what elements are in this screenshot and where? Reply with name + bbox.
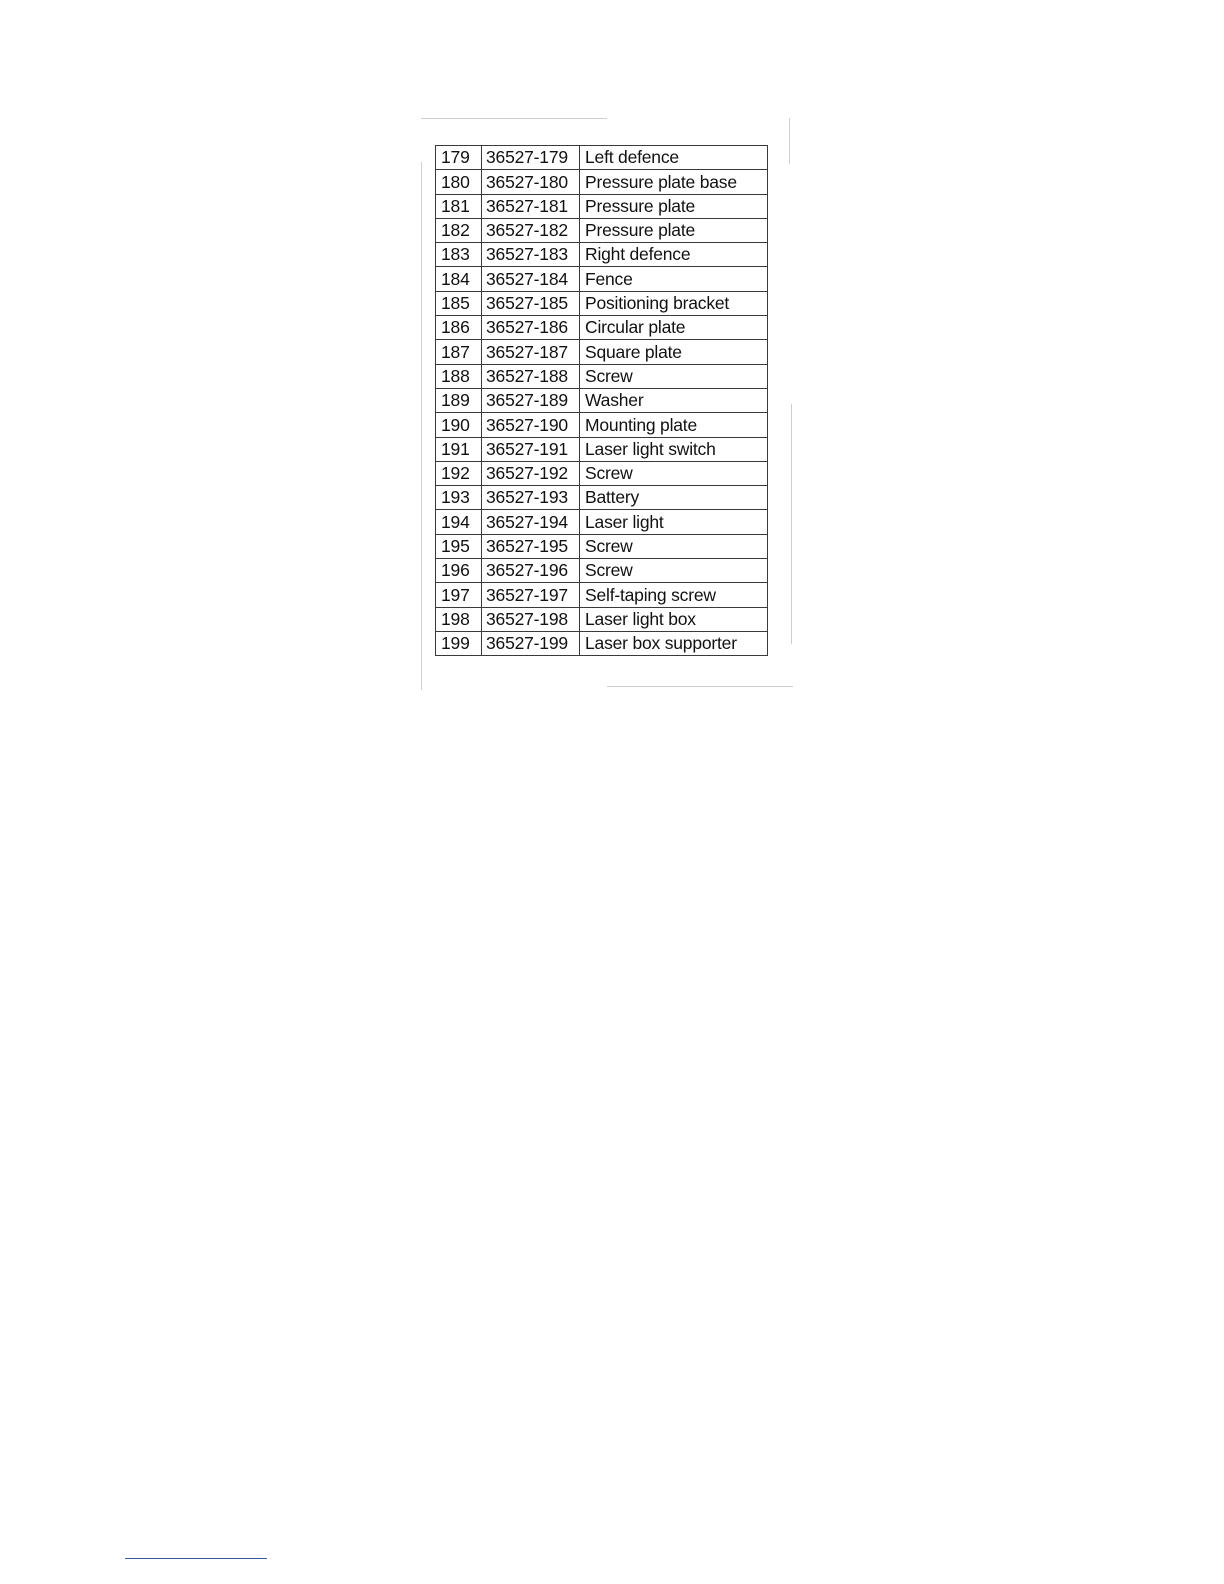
part-number-cell: 36527-179 — [482, 146, 580, 170]
table-row — [436, 243, 768, 267]
part-no-cell: 194 — [436, 510, 482, 534]
table-row — [436, 194, 768, 218]
part-number-cell: 36527-190 — [482, 413, 580, 437]
part-no-cell: 197 — [436, 583, 482, 607]
part-number-cell: 36527-198 — [482, 607, 580, 631]
part-number-cell: 36527-186 — [482, 316, 580, 340]
part-no-cell: 179 — [436, 146, 482, 170]
part-number-cell: 36527-197 — [482, 583, 580, 607]
part-no-cell: 184 — [436, 267, 482, 291]
description-cell: Pressure plate — [580, 194, 768, 218]
part-no-cell: 181 — [436, 194, 482, 218]
table-row — [436, 146, 768, 170]
footnote-separator — [125, 1558, 267, 1559]
description-cell: Left defence — [580, 146, 768, 170]
description-cell: Washer — [580, 388, 768, 412]
scan-edge — [421, 118, 607, 119]
table-row — [436, 510, 768, 534]
table-row — [436, 340, 768, 364]
table-row — [436, 388, 768, 412]
part-number-cell: 36527-181 — [482, 194, 580, 218]
description-cell: Right defence — [580, 243, 768, 267]
description-cell: Square plate — [580, 340, 768, 364]
part-number-cell: 36527-185 — [482, 291, 580, 315]
table-row — [436, 559, 768, 583]
description-cell: Laser box supporter — [580, 631, 768, 655]
part-no-cell: 189 — [436, 388, 482, 412]
part-no-cell: 183 — [436, 243, 482, 267]
part-number-cell: 36527-199 — [482, 631, 580, 655]
scan-edge — [791, 404, 792, 644]
scan-edge — [789, 118, 790, 164]
part-number-cell: 36527-180 — [482, 170, 580, 194]
description-cell: Fence — [580, 267, 768, 291]
table-row — [436, 316, 768, 340]
table-row — [436, 486, 768, 510]
part-no-cell: 187 — [436, 340, 482, 364]
part-no-cell: 180 — [436, 170, 482, 194]
description-cell: Pressure plate base — [580, 170, 768, 194]
description-cell: Screw — [580, 559, 768, 583]
description-cell: Screw — [580, 461, 768, 485]
part-no-cell: 188 — [436, 364, 482, 388]
table-row — [436, 267, 768, 291]
table-row — [436, 461, 768, 485]
table-row — [436, 607, 768, 631]
table-row — [436, 413, 768, 437]
description-cell: Laser light box — [580, 607, 768, 631]
part-number-cell: 36527-192 — [482, 461, 580, 485]
part-number-cell: 36527-195 — [482, 534, 580, 558]
part-no-cell: 192 — [436, 461, 482, 485]
part-number-cell: 36527-188 — [482, 364, 580, 388]
parts-table-body — [436, 146, 768, 656]
part-no-cell: 190 — [436, 413, 482, 437]
part-no-cell: 195 — [436, 534, 482, 558]
description-cell: Laser light switch — [580, 437, 768, 461]
part-no-cell: 193 — [436, 486, 482, 510]
table-row — [436, 583, 768, 607]
part-no-cell: 186 — [436, 316, 482, 340]
part-number-cell: 36527-196 — [482, 559, 580, 583]
part-no-cell: 196 — [436, 559, 482, 583]
table-row — [436, 218, 768, 242]
scan-edge — [607, 686, 793, 687]
description-cell: Laser light — [580, 510, 768, 534]
part-number-cell: 36527-183 — [482, 243, 580, 267]
part-no-cell: 198 — [436, 607, 482, 631]
scanned-parts-list — [421, 118, 793, 690]
part-number-cell: 36527-191 — [482, 437, 580, 461]
part-number-cell: 36527-194 — [482, 510, 580, 534]
table-row — [436, 534, 768, 558]
part-no-cell: 185 — [436, 291, 482, 315]
description-cell: Circular plate — [580, 316, 768, 340]
part-number-cell: 36527-182 — [482, 218, 580, 242]
table-row — [436, 631, 768, 655]
part-no-cell: 199 — [436, 631, 482, 655]
part-number-cell: 36527-193 — [482, 486, 580, 510]
part-no-cell: 191 — [436, 437, 482, 461]
description-cell: Battery — [580, 486, 768, 510]
description-cell: Positioning bracket — [580, 291, 768, 315]
part-number-cell: 36527-184 — [482, 267, 580, 291]
description-cell: Pressure plate — [580, 218, 768, 242]
table-row — [436, 437, 768, 461]
scan-edge — [421, 162, 422, 690]
description-cell: Screw — [580, 364, 768, 388]
part-number-cell: 36527-187 — [482, 340, 580, 364]
description-cell: Mounting plate — [580, 413, 768, 437]
part-no-cell: 182 — [436, 218, 482, 242]
description-cell: Self-taping screw — [580, 583, 768, 607]
parts-table — [435, 145, 768, 656]
part-number-cell: 36527-189 — [482, 388, 580, 412]
table-row — [436, 364, 768, 388]
table-row — [436, 291, 768, 315]
table-row — [436, 170, 768, 194]
description-cell: Screw — [580, 534, 768, 558]
